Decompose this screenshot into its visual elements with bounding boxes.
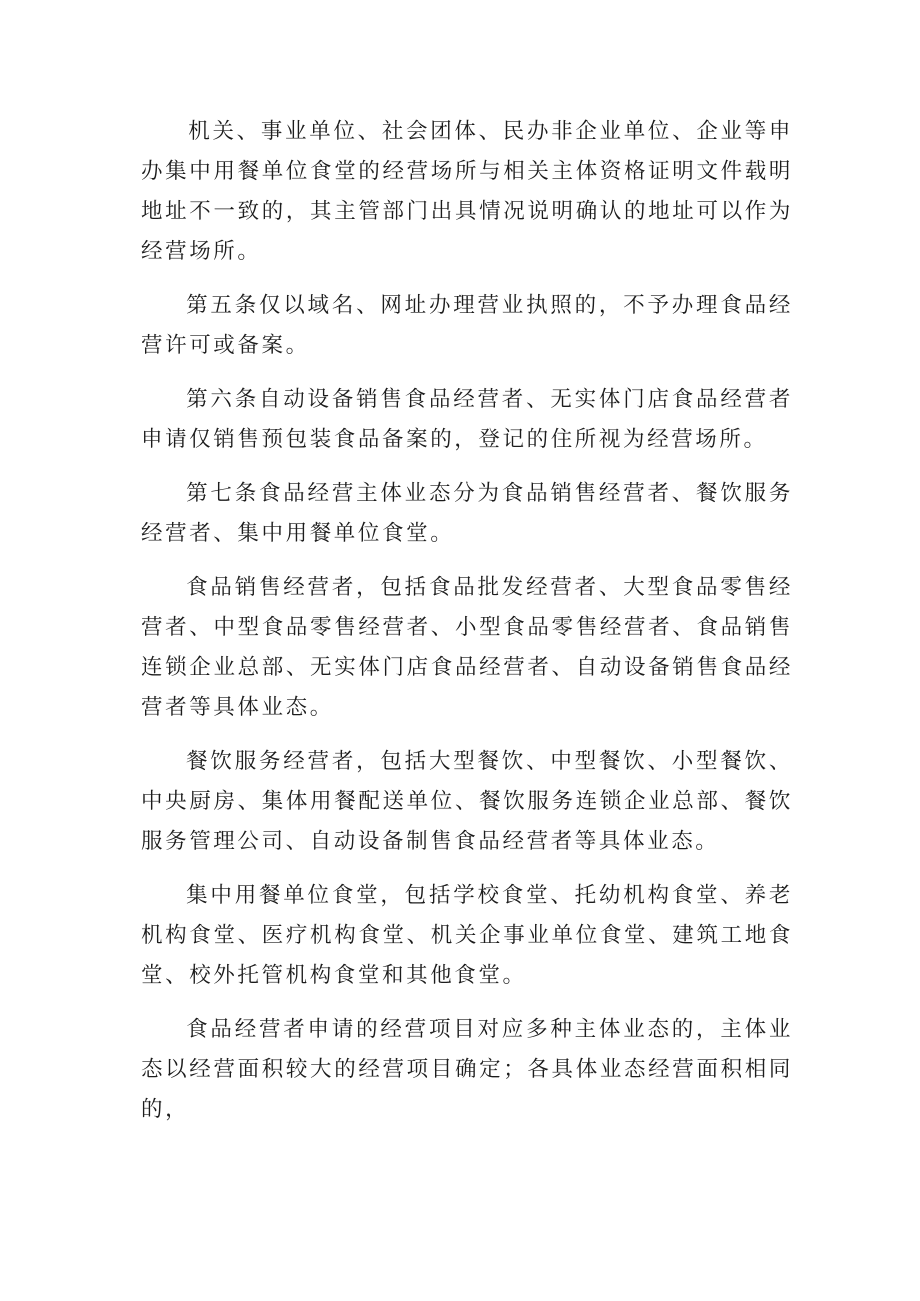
paragraph-article-5: 第五条仅以域名、网址办理营业执照的，不予办理食品经营许可或备案。 [141,293,793,358]
paragraph-canteens: 集中用餐单位食堂，包括学校食堂、托幼机构食堂、养老机构食堂、医疗机构食堂、机关企事业单位食堂、建筑工地食堂、校外托管机构食堂和其他食堂。 [141,883,793,988]
paragraph-multiple-formats: 食品经营者申请的经营项目对应多种主体业态的，主体业态以经营面积较大的经营项目确定；各具体业态经营面积相同的， [141,1017,793,1122]
document-body [141,112,793,1144]
paragraph-article-7: 第七条食品经营主体业态分为食品销售经营者、餐饮服务经营者、集中用餐单位食堂。 [141,481,793,546]
paragraph-canteen-premises: 机关、事业单位、社会团体、民办非企业单位、企业等申办集中用餐单位食堂的经营场所与相关主体资格证明文件载明地址不一致的，其主管部门出具情况说明确认的地址可以作为经营场所。 [141,119,793,264]
paragraph-food-sales-operators: 食品销售经营者，包括食品批发经营者、大型食品零售经营者、中型食品零售经营者、小型食品零售经营者、食品销售连锁企业总部、无实体门店食品经营者、自动设备销售食品经营者等具体业态。 [141,575,793,720]
paragraph-article-6: 第六条自动设备销售食品经营者、无实体门店食品经营者申请仅销售预包装食品备案的，登记的住所视为经营场所。 [141,387,793,452]
paragraph-catering-operators: 餐饮服务经营者，包括大型餐饮、中型餐饮、小型餐饮、中央厨房、集体用餐配送单位、餐饮服务连锁企业总部、餐饮服务管理公司、自动设备制售食品经营者等具体业态。 [141,749,793,854]
